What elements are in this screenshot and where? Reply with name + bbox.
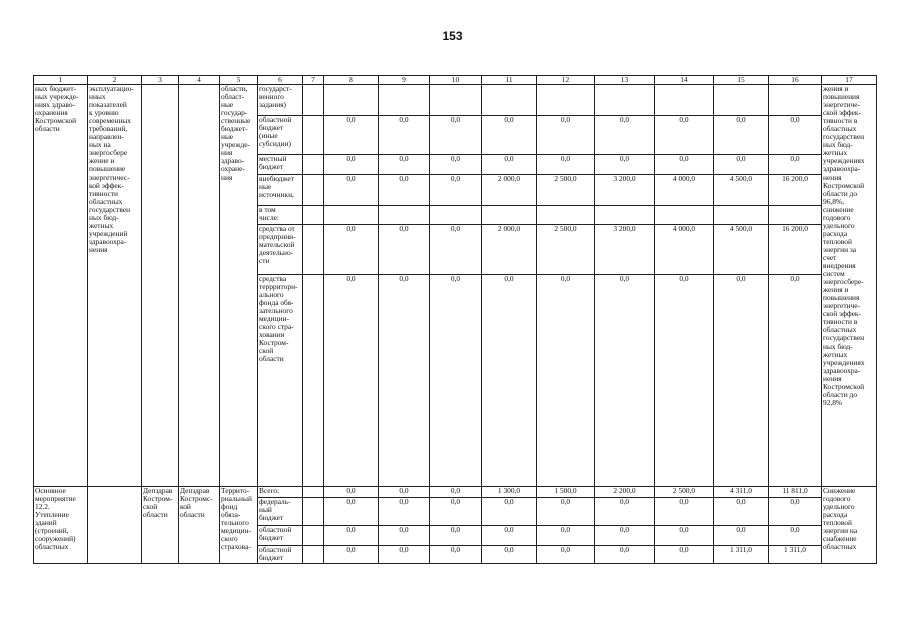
value-text: 0,0 [399, 174, 409, 183]
value-cell [769, 526, 822, 546]
value-cell [379, 487, 430, 498]
value-cell [537, 487, 595, 498]
value-cell [714, 116, 769, 155]
value-cell [482, 155, 537, 175]
empty-cell [303, 275, 324, 487]
value-text: 0,0 [790, 525, 800, 534]
value-cell [714, 275, 769, 487]
value-text: 4 000,0 [672, 174, 696, 183]
value-cell [769, 225, 822, 275]
value-cell [655, 206, 714, 225]
funding-source-cell [258, 206, 303, 225]
column-number: 3 [142, 76, 179, 85]
value-text: 0,0 [399, 486, 409, 495]
empty-cell [303, 85, 324, 116]
value-text: 0,0 [504, 274, 514, 283]
value-text: 0,0 [619, 154, 630, 163]
coexecutor-cell-text: Депздрав Костромс- кой области [180, 486, 213, 520]
column-number: 10 [430, 76, 482, 85]
value-cell [537, 116, 595, 155]
value-cell [324, 487, 379, 498]
measure-name-cell [34, 85, 88, 487]
value-text: 0,0 [399, 525, 409, 534]
funding-source-cell [258, 175, 303, 206]
value-cell [714, 225, 769, 275]
empty-cell [303, 175, 324, 206]
value-text: 1 311,0 [784, 545, 806, 554]
value-cell [537, 546, 595, 564]
funding-source-cell [258, 85, 303, 116]
value-cell [714, 546, 769, 564]
value-cell [379, 498, 430, 526]
value-text: 0,0 [560, 545, 571, 554]
empty-cell [303, 206, 324, 225]
value-cell [537, 498, 595, 526]
value-cell [595, 155, 655, 175]
expected-result-cell [822, 487, 877, 564]
value-text: 0,0 [736, 525, 746, 534]
value-cell [379, 155, 430, 175]
value-cell [482, 487, 537, 498]
funding-source-text: средства от предприни- мательской деятельно- сти [259, 224, 296, 266]
value-text: 0,0 [679, 545, 689, 554]
value-cell [379, 275, 430, 487]
value-text: 0,0 [399, 274, 409, 283]
funding-source-cell [258, 275, 303, 487]
value-cell [324, 498, 379, 526]
value-cell [595, 206, 655, 225]
value-cell [714, 206, 769, 225]
participant-cell [220, 487, 258, 564]
value-text: 0,0 [790, 274, 800, 283]
value-text: 0,0 [790, 154, 800, 163]
value-text: 0,0 [346, 224, 356, 233]
value-text: 0,0 [450, 486, 461, 495]
coexecutor-cell [179, 487, 220, 564]
expected-result-cell [822, 85, 877, 487]
value-text: 0,0 [450, 154, 461, 163]
value-cell [430, 116, 482, 155]
value-cell [537, 155, 595, 175]
participant-cell [220, 85, 258, 487]
value-cell [482, 175, 537, 206]
column-number: 17 [822, 76, 877, 85]
value-cell [379, 225, 430, 275]
value-cell [430, 85, 482, 116]
value-cell [379, 175, 430, 206]
value-text: 0,0 [450, 497, 461, 506]
value-text: 0,0 [560, 497, 571, 506]
measure-purpose-cell [88, 487, 142, 564]
table-row [34, 85, 877, 116]
measure-purpose-cell-text: эксплуатацио- нных показателей к уровню современных требований, направлен- ных на энергосбере жение и повышение энергетичес- кой эффек- тивности областных государствен ных бюд- жетных учреждений здравоохра- нения [89, 84, 134, 254]
value-text: 0,0 [560, 274, 571, 283]
value-text: 16 200,0 [782, 174, 808, 183]
value-text: 0,0 [619, 497, 630, 506]
value-cell [655, 546, 714, 564]
value-cell [595, 116, 655, 155]
empty-cell [303, 498, 324, 526]
funding-source-text: областной бюджет [259, 525, 292, 543]
value-cell [714, 498, 769, 526]
value-text: 0,0 [679, 525, 689, 534]
value-cell [655, 85, 714, 116]
value-text: 0,0 [346, 545, 356, 554]
funding-source-cell [258, 225, 303, 275]
value-text: 1 500,0 [554, 486, 577, 495]
column-number: 5 [220, 76, 258, 85]
value-cell [482, 498, 537, 526]
value-cell [769, 155, 822, 175]
value-text: 0,0 [679, 154, 689, 163]
column-number: 13 [595, 76, 655, 85]
value-cell [655, 487, 714, 498]
value-text: 0,0 [504, 545, 514, 554]
column-number: 8 [324, 76, 379, 85]
value-cell [430, 275, 482, 487]
value-text: 0,0 [346, 525, 356, 534]
value-text: 0,0 [346, 115, 356, 124]
measure-name-cell-text: Основное мероприятие 12.2. Утепление зданий (строений, сооружений) областных [35, 486, 76, 552]
expected-result-text: Снижение годового удельного расхода тепловой энергии на снабжение областных [823, 486, 858, 552]
value-text: 0,0 [450, 545, 461, 554]
value-cell [324, 526, 379, 546]
value-cell [324, 225, 379, 275]
value-text: 1 300,0 [497, 486, 521, 495]
value-cell [324, 155, 379, 175]
value-text: 2 500,0 [554, 224, 577, 233]
value-cell [430, 225, 482, 275]
table-row [34, 487, 877, 498]
value-text: 0,0 [619, 115, 630, 124]
value-cell [537, 206, 595, 225]
funding-source-text: федераль- ный бюджет [259, 497, 291, 523]
value-cell [379, 546, 430, 564]
value-cell [655, 498, 714, 526]
value-text: 0,0 [679, 115, 689, 124]
value-text: 0,0 [736, 497, 746, 506]
empty-cell [303, 155, 324, 175]
value-text: 0,0 [504, 115, 514, 124]
responsible-executor-cell [142, 85, 179, 487]
value-text: 0,0 [399, 497, 409, 506]
value-text: 0,0 [736, 274, 746, 283]
funding-source-cell [258, 526, 303, 546]
column-number: 4 [179, 76, 220, 85]
responsible-executor-cell [142, 487, 179, 564]
value-text: 4 000,0 [672, 224, 696, 233]
column-number: 6 [258, 76, 303, 85]
value-text: 16 200,0 [782, 224, 808, 233]
funding-source-cell [258, 498, 303, 526]
value-text: 0,0 [450, 115, 461, 124]
value-text: 0,0 [679, 274, 689, 283]
value-cell [595, 225, 655, 275]
responsible-executor-cell-text: Депздрав Костром- ской области [143, 486, 173, 520]
value-cell [430, 546, 482, 564]
value-cell [655, 225, 714, 275]
value-cell [430, 155, 482, 175]
value-cell [482, 225, 537, 275]
value-cell [482, 546, 537, 564]
value-text: 0,0 [346, 486, 356, 495]
value-cell [655, 275, 714, 487]
column-number: 2 [88, 76, 142, 85]
value-text: 2 500,0 [672, 486, 696, 495]
value-cell [769, 175, 822, 206]
funding-source-text: средства террритори- ального фонда обя- зательного медицин- ского стра- хования Костром- ской области [259, 274, 298, 364]
value-cell [430, 526, 482, 546]
value-text: 0,0 [560, 525, 571, 534]
value-text: 0,0 [560, 115, 571, 124]
column-number-row [34, 76, 877, 85]
value-text: 2 000,0 [497, 174, 521, 183]
funding-source-text: государст- венного задания) [259, 84, 292, 110]
value-text: 0,0 [346, 497, 356, 506]
column-number: 16 [769, 76, 822, 85]
funding-source-cell [258, 487, 303, 498]
value-text: 0,0 [346, 174, 356, 183]
value-text: 2 200,0 [613, 486, 636, 495]
value-text: 0,0 [679, 497, 689, 506]
value-cell [595, 498, 655, 526]
empty-cell [303, 546, 324, 564]
column-number: 15 [714, 76, 769, 85]
value-cell [769, 275, 822, 487]
value-text: 0,0 [736, 115, 746, 124]
empty-cell [303, 487, 324, 498]
program-table [33, 75, 877, 564]
value-cell [324, 546, 379, 564]
value-cell [430, 206, 482, 225]
value-text: 4 500,0 [729, 224, 753, 233]
funding-source-text: Всего: [259, 486, 280, 495]
empty-cell [303, 526, 324, 546]
value-cell [714, 155, 769, 175]
value-cell [482, 116, 537, 155]
value-cell [430, 498, 482, 526]
value-text: 0,0 [619, 545, 630, 554]
value-cell [595, 487, 655, 498]
value-text: 3 200,0 [613, 224, 636, 233]
value-cell [769, 546, 822, 564]
value-cell [482, 275, 537, 487]
participant-cell-text: области, област- ные государ- ственные бюджет- ные учрежде- ния здраво- охране- ния [221, 84, 251, 182]
value-cell [537, 85, 595, 116]
value-text: 0,0 [450, 174, 461, 183]
value-text: 2 500,0 [554, 174, 577, 183]
value-cell [714, 526, 769, 546]
value-text: 0,0 [790, 115, 800, 124]
value-text: 4 311,0 [730, 486, 752, 495]
value-cell [379, 526, 430, 546]
value-text: 11 811,0 [782, 486, 808, 495]
value-text: 0,0 [399, 154, 409, 163]
funding-source-text: областной бюджет [259, 545, 292, 563]
value-text: 0,0 [346, 154, 356, 163]
value-text: 0,0 [450, 224, 461, 233]
value-text: 0,0 [560, 154, 571, 163]
value-cell [324, 116, 379, 155]
value-text: 0,0 [619, 525, 630, 534]
value-text: 4 500,0 [729, 174, 753, 183]
value-text: 0,0 [736, 154, 746, 163]
value-cell [537, 526, 595, 546]
value-cell [714, 175, 769, 206]
value-cell [482, 526, 537, 546]
value-text: 0,0 [504, 525, 514, 534]
value-text: 0,0 [450, 274, 461, 283]
value-cell [379, 116, 430, 155]
value-cell [430, 487, 482, 498]
value-cell [537, 275, 595, 487]
funding-source-text: внебюджет ные источники, [259, 174, 294, 200]
value-cell [655, 526, 714, 546]
value-cell [769, 487, 822, 498]
value-cell [769, 85, 822, 116]
column-number: 14 [655, 76, 714, 85]
funding-source-cell [258, 155, 303, 175]
value-cell [379, 85, 430, 116]
empty-cell [303, 225, 324, 275]
funding-source-cell [258, 116, 303, 155]
funding-source-text: областной бюджет (иные субсидии) [259, 115, 292, 149]
value-text: 0,0 [450, 525, 461, 534]
value-text: 0,0 [619, 274, 630, 283]
value-cell [595, 275, 655, 487]
column-number: 7 [303, 76, 324, 85]
value-cell [769, 498, 822, 526]
value-cell [595, 546, 655, 564]
value-cell [324, 206, 379, 225]
value-text: 0,0 [504, 154, 514, 163]
value-cell [655, 116, 714, 155]
value-cell [595, 175, 655, 206]
value-cell [769, 116, 822, 155]
value-cell [324, 275, 379, 487]
value-cell [537, 225, 595, 275]
value-cell [537, 175, 595, 206]
value-cell [379, 206, 430, 225]
value-cell [655, 175, 714, 206]
measure-name-cell [34, 487, 88, 564]
value-cell [769, 206, 822, 225]
column-number: 9 [379, 76, 430, 85]
expected-result-text: жения и повышения энергетиче- ской эффек- тивности в областных государствен ных бюд- жетных учреждениях здравоохра- нения Костромской области до 96,8%, снижение годового удельного расхода тепловой энергии за счет внедрения систем энергосбере- жения и повышения энергетиче- ской эффек- тивности в областных государствен ных бюд- жетных учреждениях здравоохра- нения Костромской области до 92,8% [823, 84, 865, 407]
value-cell [595, 526, 655, 546]
value-text: 0,0 [504, 497, 514, 506]
value-text: 0,0 [399, 224, 409, 233]
value-cell [595, 85, 655, 116]
funding-source-text: в том числе: [259, 205, 279, 223]
value-text: 0,0 [790, 497, 800, 506]
column-number: 1 [34, 76, 88, 85]
value-text: 1 311,0 [730, 545, 752, 554]
value-cell [714, 85, 769, 116]
empty-cell [303, 116, 324, 155]
value-cell [714, 487, 769, 498]
column-number: 11 [482, 76, 537, 85]
value-cell [324, 175, 379, 206]
value-cell [324, 85, 379, 116]
value-cell [430, 175, 482, 206]
value-text: 3 200,0 [613, 174, 636, 183]
value-cell [655, 155, 714, 175]
measure-name-cell-text: ных бюджет- ных учрежде- ниях здраво- охранения Костромской области [35, 84, 79, 134]
funding-source-cell [258, 546, 303, 564]
measure-purpose-cell [88, 85, 142, 487]
value-text: 0,0 [346, 274, 356, 283]
value-cell [482, 206, 537, 225]
value-text: 0,0 [399, 115, 409, 124]
value-text: 2 000,0 [497, 224, 521, 233]
value-text: 0,0 [399, 545, 409, 554]
page-number: 153 [442, 29, 463, 43]
funding-source-text: местный бюджет [259, 154, 287, 172]
column-number: 12 [537, 76, 595, 85]
coexecutor-cell [179, 85, 220, 487]
participant-cell-text: Террито- риальный фонд обяза- тельного медицин- ского страхова- [221, 486, 252, 552]
value-cell [482, 85, 537, 116]
